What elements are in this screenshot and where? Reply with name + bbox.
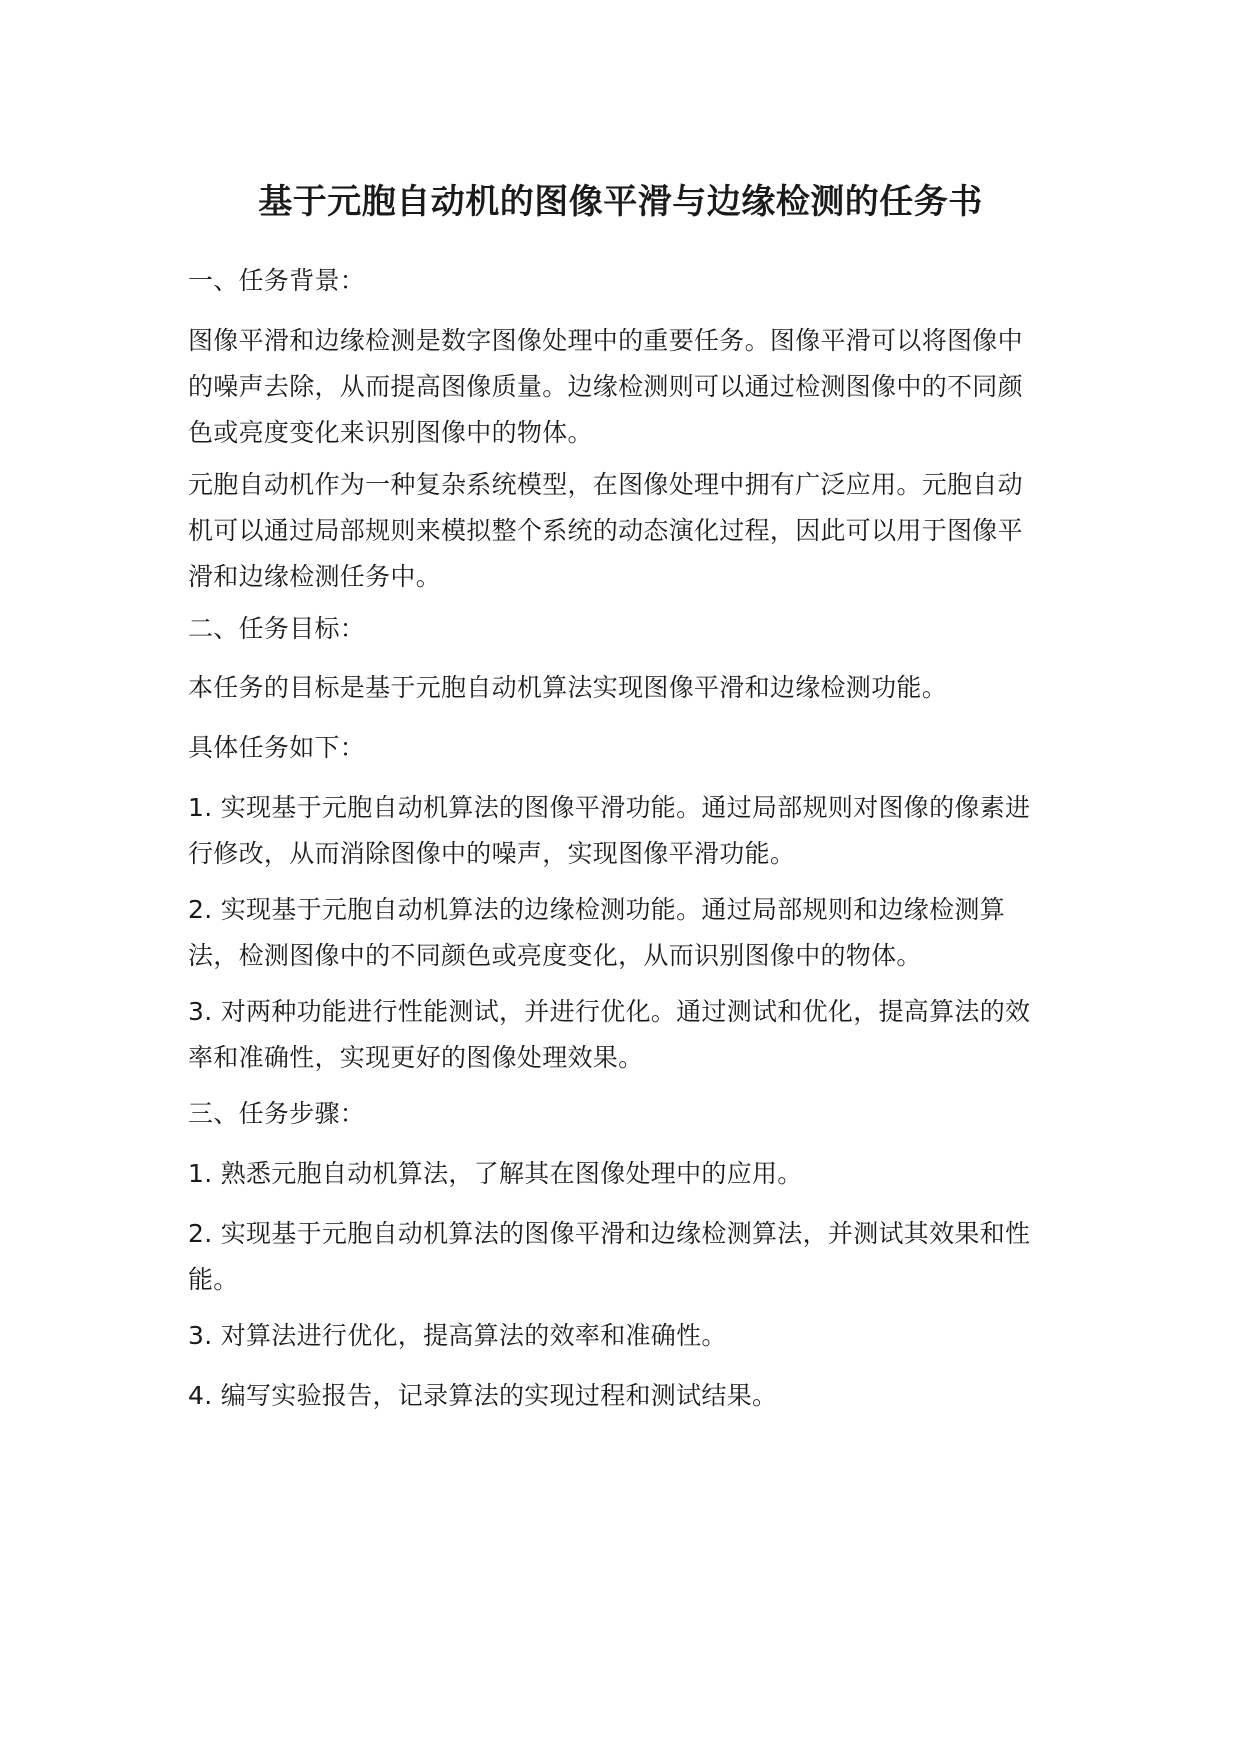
step-item-3: 3. 对算法进行优化，提高算法的效率和准确性。 [188,1321,727,1350]
step-item-2: 2. 实现基于元胞自动机算法的图像平滑和边缘检测算法，并测试其效果和性能。 [188,1219,1031,1294]
section-heading-background: 一、任务背景： [188,266,366,295]
paragraph-background-2: 元胞自动机作为一种复杂系统模型，在图像处理中拥有广泛应用。元胞自动机可以通过局部规则来模拟整个系统的动态演化过程，因此可以用于图像平滑和边缘检测任务中。 [188,470,1023,591]
step-item-1: 1. 熟悉元胞自动机算法，了解其在图像处理中的应用。 [188,1159,803,1188]
section-heading-steps: 三、任务步骤： [188,1099,366,1128]
step-item-4: 4. 编写实验报告，记录算法的实现过程和测试结果。 [188,1381,778,1410]
goal-item-2: 2. 实现基于元胞自动机算法的边缘检测功能。通过局部规则和边缘检测算法，检测图像中的不同颜色或亮度变化，从而识别图像中的物体。 [188,895,1006,970]
goal-item-1: 1. 实现基于元胞自动机算法的图像平滑功能。通过局部规则对图像的像素进行修改，从而消除图像中的噪声，实现图像平滑功能。 [188,793,1031,868]
paragraph-goal-list-intro: 具体任务如下： [188,733,366,762]
goal-item-3: 3. 对两种功能进行性能测试，并进行优化。通过测试和优化，提高算法的效率和准确性，实现更好的图像处理效果。 [188,997,1031,1072]
paragraph-goal-intro: 本任务的目标是基于元胞自动机算法实现图像平滑和边缘检测功能。 [188,673,948,702]
document-title: 基于元胞自动机的图像平滑与边缘检测的任务书 [258,182,983,222]
paragraph-background-1: 图像平滑和边缘检测是数字图像处理中的重要任务。图像平滑可以将图像中的噪声去除，从而提高图像质量。边缘检测则可以通过检测图像中的不同颜色或亮度变化来识别图像中的物体。 [188,326,1023,447]
section-heading-goals: 二、任务目标： [188,614,366,643]
